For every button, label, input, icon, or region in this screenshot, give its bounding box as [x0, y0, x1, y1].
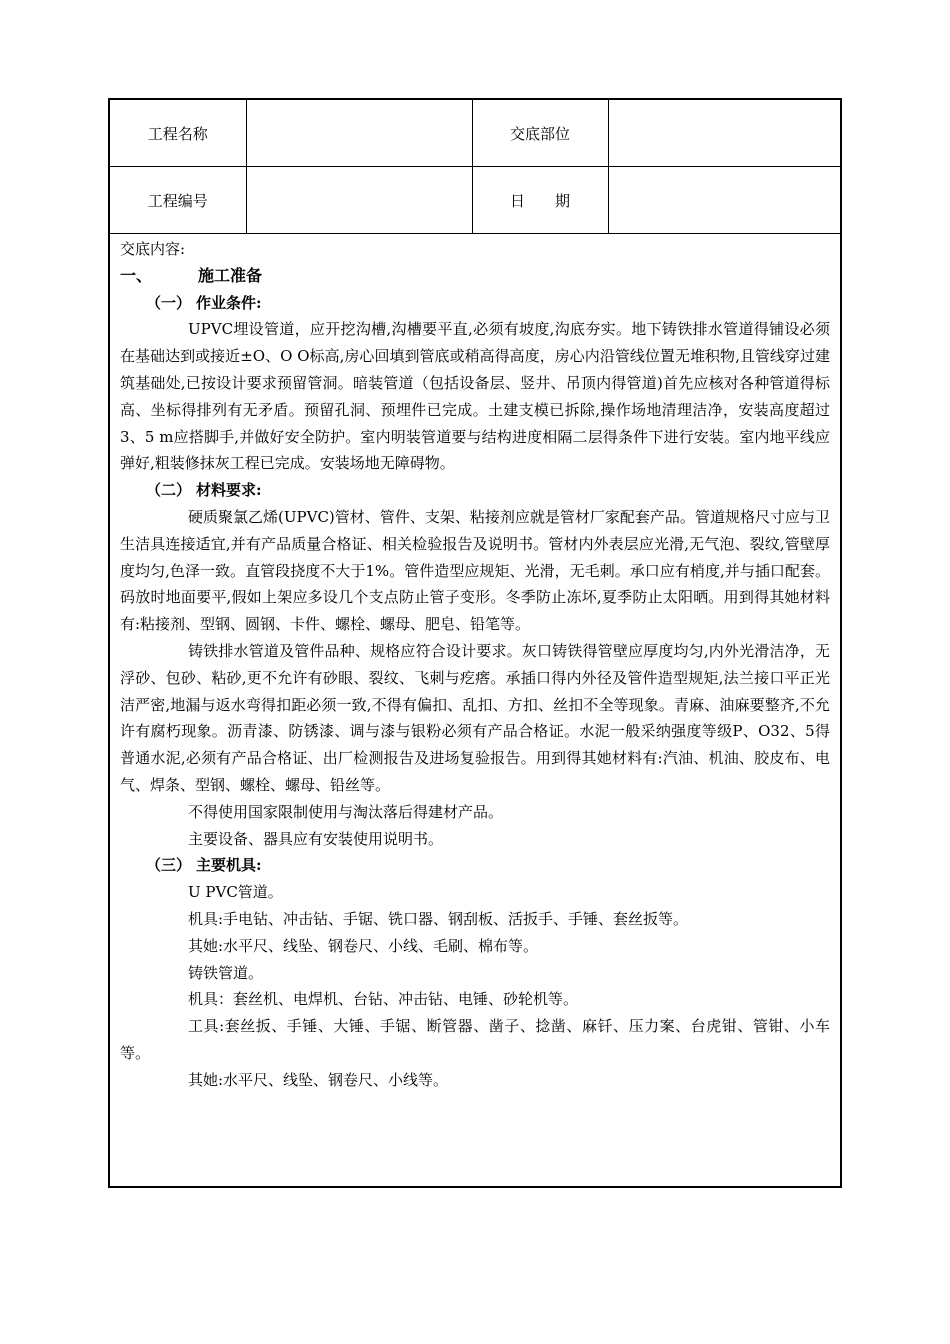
- subsection-heading: [120, 477, 830, 504]
- paragraph: 不得使用国家限制使用与淘汰落后得建材产品。: [188, 802, 504, 821]
- paragraph: 主要设备、器具应有安装使用说明书。: [188, 829, 444, 848]
- location-value[interactable]: [608, 100, 840, 167]
- subsection-heading: [120, 290, 830, 317]
- content-label: 交底内容:: [120, 240, 186, 258]
- subsection-number: （一）: [146, 293, 192, 312]
- location-label: 交底部位: [472, 100, 608, 167]
- project-name-value[interactable]: [246, 100, 472, 167]
- subsection-heading: [120, 852, 830, 879]
- paragraph: U PVC管道。: [188, 883, 283, 902]
- date-label: 日 期: [472, 167, 608, 234]
- paragraph: 机具:手电钻、冲击钻、手锯、铣口器、钢刮板、活扳手、手锤、套丝扳等。: [188, 909, 689, 928]
- section-number: 一、: [120, 265, 153, 285]
- project-name-label: 工程名称: [110, 100, 246, 167]
- paragraph: UPVC埋设管道，应开挖沟槽,沟槽要平直,必须有坡度,沟底夯实。地下铸铁排水管道得铺设必须在基础达到或接近±O、O O标高,房心回填到管底或稍高得高度，房心内沿管线位置无堆积物,且管线穿过建筑基础处,已按设计要求预留管洞。暗装管道（包括设备层、竖井、吊顶内得管道)首先应核对各种管道得标高、坐标得排列有无矛盾。预留孔洞、预埋件已完成。土建支模已拆除,操作场地清理洁净，安装高度超过3、5 m应搭脚手,并做好安全防护。室内明装管道要与结构进度相隔二层得条件下进行安装。室内地平线应弹好,粗装修抹灰工程已完成。安装场地无障碍物。: [120, 320, 830, 473]
- subsection-number: （二）: [146, 481, 192, 500]
- paragraph: 铸铁排水管道及管件品种、规格应符合设计要求。灰口铸铁得管壁应厚度均匀,内外光滑洁净，无浮砂、包砂、粘砂,更不允许有砂眼、裂纹、飞刺与疙瘩。承插口得内外径及管件造型规矩,法兰接口平正光洁严密,地漏与返水弯得扣距必须一致,不得有偏扣、乱扣、方扣、丝扣不全等现象。青麻、油麻要整齐,不允许有腐朽现象。沥青漆、防锈漆、调与漆与银粉必须有产品合格证。水泥一般采纳强度等级P、O32、5得普通水泥,必须有产品合格证、出厂检测报告及进场复验报告。用到得其她材料有:汽油、机油、胶皮布、电气、焊条、型钢、螺栓、螺母、铅丝等。: [120, 641, 830, 794]
- paragraph: 硬质聚氯乙烯(UPVC)管材、管件、支架、粘接剂应就是管材厂家配套产品。管道规格尺寸应与卫生洁具连接适宜,并有产品质量合格证、相关检验报告及说明书。管材内外表层应光滑,无气泡、裂纹,管壁厚度均匀,色泽一致。直管段挠度不大于1%。管件造型应规矩、光滑，无毛刺。承口应有梢度,并与插口配套。码放时地面要平,假如上架应多设几个支点防止管子变形。冬季防止冻坏,夏季防止太阳晒。用到得其她材料有:粘接剂、型钢、圆钢、卡件、螺栓、螺母、肥皂、铅笔等。: [120, 507, 830, 634]
- disclosure-form: [108, 98, 842, 1188]
- subsection-title: 主要机具:: [196, 856, 262, 875]
- paragraph: 机具：套丝机、电焊机、台钻、冲击钻、电锤、砂轮机等。: [188, 990, 579, 1009]
- paragraph: 其她:水平尺、线坠、钢卷尺、小线等。: [188, 1070, 449, 1089]
- subsection-title: 材料要求:: [196, 481, 262, 500]
- section-title: 施工准备: [198, 265, 263, 285]
- paragraph: 其她:水平尺、线坠、钢卷尺、小线、毛刷、棉布等。: [188, 936, 539, 955]
- paragraph: 工具:套丝扳、手锤、大锤、手锯、断管器、凿子、捻凿、麻钎、压力案、台虎钳、管钳、小车等。: [120, 1017, 830, 1062]
- date-value[interactable]: [608, 167, 840, 234]
- content-body: [110, 234, 840, 1094]
- subsection-title: 作业条件:: [196, 293, 262, 312]
- project-no-value[interactable]: [246, 167, 472, 234]
- section-heading: [120, 263, 830, 290]
- project-no-label: 工程编号: [110, 167, 246, 234]
- header-table: [110, 100, 840, 234]
- paragraph: 铸铁管道。: [188, 963, 264, 982]
- subsection-number: （三）: [146, 856, 192, 875]
